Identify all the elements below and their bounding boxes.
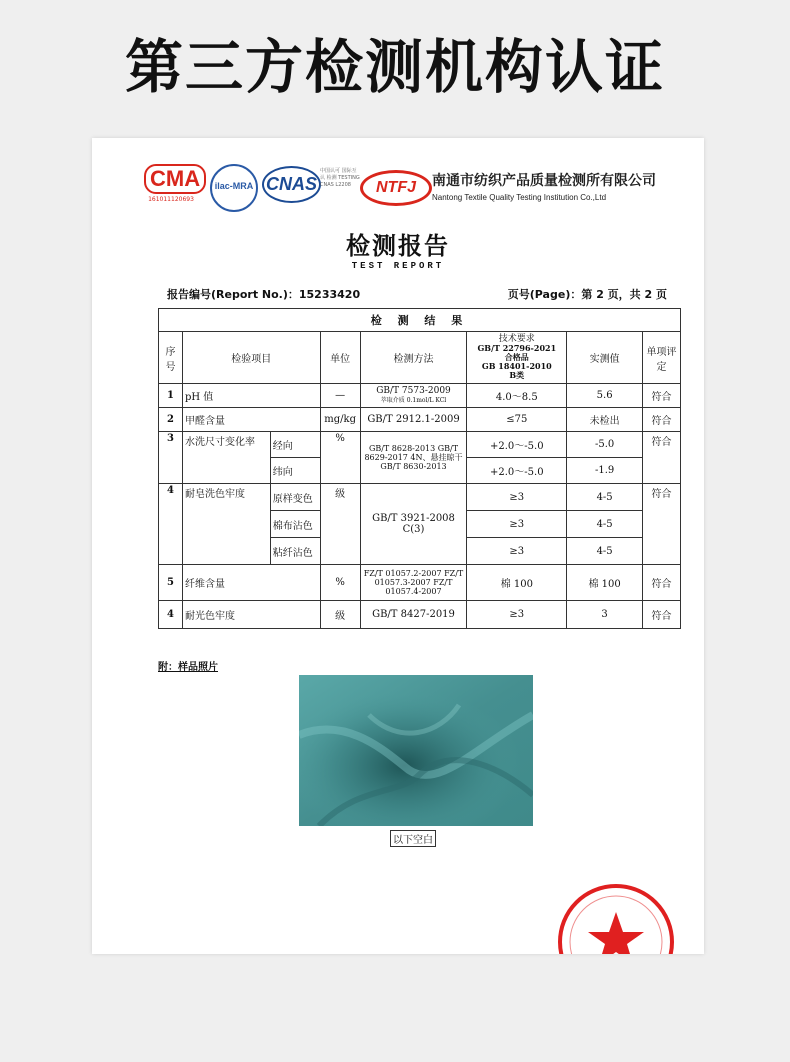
- page-number-value: 第 2 页，共 2 页: [581, 288, 667, 301]
- cell-method: [360, 384, 467, 408]
- cell-requirement: ≤75: [467, 408, 567, 432]
- table-row: [159, 384, 681, 408]
- req-line-1: 技术要求: [498, 334, 535, 344]
- ntfj-logo: NTFJ: [360, 170, 432, 206]
- cell-measured: 4-5: [567, 511, 643, 538]
- cell-seq: 5: [159, 565, 183, 601]
- cell-seq: 3: [159, 432, 183, 484]
- official-seal: [554, 880, 678, 954]
- cell-seq: 4: [159, 601, 183, 629]
- cell-verdict: 符合: [643, 384, 681, 408]
- cell-seq: 1: [159, 384, 183, 408]
- table-row: [159, 565, 681, 601]
- table-row: [159, 601, 681, 629]
- cell-item: 耐光色牢度: [182, 601, 320, 629]
- page-number: [508, 286, 667, 302]
- cell-verdict: 符合: [643, 565, 681, 601]
- cma-number: 161011120693: [148, 196, 194, 203]
- method-text: GB/T 7573-2009: [376, 385, 451, 396]
- page-number-label: 页号(Page)：: [507, 288, 582, 301]
- cell-measured: 棉 100: [567, 565, 643, 601]
- ilac-mra-logo: ilac-MRA: [210, 164, 258, 212]
- cell-requirement: ≥3: [467, 538, 567, 565]
- cell-requirement: ≥3: [467, 601, 567, 629]
- header-measured: 实测值: [567, 332, 643, 384]
- cell-requirement: ≥3: [467, 511, 567, 538]
- cnas-mark: CNAS: [262, 166, 321, 203]
- cell-verdict: 符合: [643, 484, 681, 565]
- cell-method: GB/T 8427-2019: [360, 601, 467, 629]
- cell-measured: -5.0: [567, 432, 643, 458]
- req-line-2: GB/T 22796-2021: [477, 343, 557, 353]
- header-item: 检验项目: [182, 332, 320, 384]
- institution-name-en: Nantong Textile Quality Testing Institution Co.,Ltd: [432, 193, 607, 202]
- cell-item: 甲醛含量: [182, 408, 320, 432]
- cell-seq: 2: [159, 408, 183, 432]
- cell-requirement: +2.0～-5.0: [467, 432, 567, 458]
- req-line-5: B类: [509, 370, 525, 380]
- cell-unit: 级: [320, 601, 360, 629]
- test-report-document: [92, 138, 704, 954]
- cell-unit: mg/kg: [320, 408, 360, 432]
- cell-measured: 5.6: [567, 384, 643, 408]
- cell-requirement: ≥3: [467, 484, 567, 511]
- cell-unit: —: [320, 384, 360, 408]
- cell-subitem: 纬向: [270, 458, 320, 484]
- cma-logo: [144, 164, 201, 203]
- cell-measured: -1.9: [567, 458, 643, 484]
- institution-name: [432, 170, 692, 202]
- cell-method: GB/T 8628-2013 GB/T 8629-2017 4N、悬挂晾干 GB/T 8630-2013: [360, 432, 467, 484]
- report-title-en: TEST REPORT: [351, 261, 445, 271]
- cell-method: GB/T 3921-2008 C(3): [360, 484, 467, 565]
- header-requirement: [467, 332, 567, 384]
- cell-measured: 4-5: [567, 538, 643, 565]
- cell-measured: 未检出: [567, 408, 643, 432]
- report-number-value: 15233420: [298, 288, 361, 301]
- cell-requirement: 棉 100: [467, 565, 567, 601]
- cell-seq: 4: [159, 484, 183, 565]
- req-line-4: GB 18401-2010: [481, 361, 552, 371]
- cell-item: pH 值: [182, 384, 320, 408]
- table-header-row: [159, 332, 681, 384]
- cell-verdict: 符合: [643, 432, 681, 484]
- header-verdict: 单项评定: [643, 332, 681, 384]
- cell-subitem: 棉布沾色: [270, 511, 320, 538]
- cnas-logo: [262, 166, 316, 206]
- cell-subitem: 经向: [270, 432, 320, 458]
- certification-logos: [144, 164, 684, 210]
- report-number: [167, 286, 360, 302]
- sample-photo: [299, 675, 533, 826]
- cell-item: 耐皂洗色牢度: [182, 484, 270, 565]
- report-number-label: 报告编号(Report No.)：: [167, 288, 299, 301]
- report-title-cn: 检测报告: [346, 232, 450, 260]
- fabric-image: [299, 675, 533, 826]
- cell-subitem: 粘纤沾色: [270, 538, 320, 565]
- cell-requirement: +2.0～-5.0: [467, 458, 567, 484]
- report-title: [92, 226, 704, 271]
- seal-stamp-icon: [554, 880, 678, 954]
- header-method: 检测方法: [360, 332, 467, 384]
- table-row: [159, 408, 681, 432]
- cell-item: 纤维含量: [182, 565, 320, 601]
- header-seq: 序号: [159, 332, 183, 384]
- cell-verdict: 符合: [643, 408, 681, 432]
- results-table: [158, 308, 681, 629]
- cnas-accreditation-text: 中国认可 国际互认 检测 TESTING CNAS L2208: [320, 168, 360, 188]
- cma-mark: CMA: [144, 164, 206, 194]
- cell-measured: 4-5: [567, 484, 643, 511]
- end-note: 以下空白: [390, 830, 436, 847]
- cell-method: FZ/T 01057.2-2007 FZ/T 01057.3-2007 FZ/T 01057.4-2007: [360, 565, 467, 601]
- cell-verdict: 符合: [643, 601, 681, 629]
- table-caption: 检 测 结 果: [159, 309, 681, 332]
- header-unit: 单位: [320, 332, 360, 384]
- cell-unit: %: [320, 565, 360, 601]
- page-headline: 第三方检测机构认证: [124, 33, 665, 101]
- cell-unit: 级: [320, 484, 360, 565]
- cell-subitem: 原样变色: [270, 484, 320, 511]
- table-row: [159, 484, 681, 511]
- cell-item: 水洗尺寸变化率: [182, 432, 270, 484]
- req-line-3: 合格品: [504, 352, 529, 362]
- annex-label: 附：样品照片: [158, 662, 218, 673]
- cell-measured: 3: [567, 601, 643, 629]
- institution-name-cn: 南通市纺织产品质量检测所有限公司: [432, 173, 656, 189]
- cell-method: GB/T 2912.1-2009: [360, 408, 467, 432]
- method-note: 萃取介质 0.1mol/L KCl: [380, 396, 447, 404]
- table-row: [159, 432, 681, 458]
- cell-unit: %: [320, 432, 360, 484]
- cell-requirement: 4.0～8.5: [467, 384, 567, 408]
